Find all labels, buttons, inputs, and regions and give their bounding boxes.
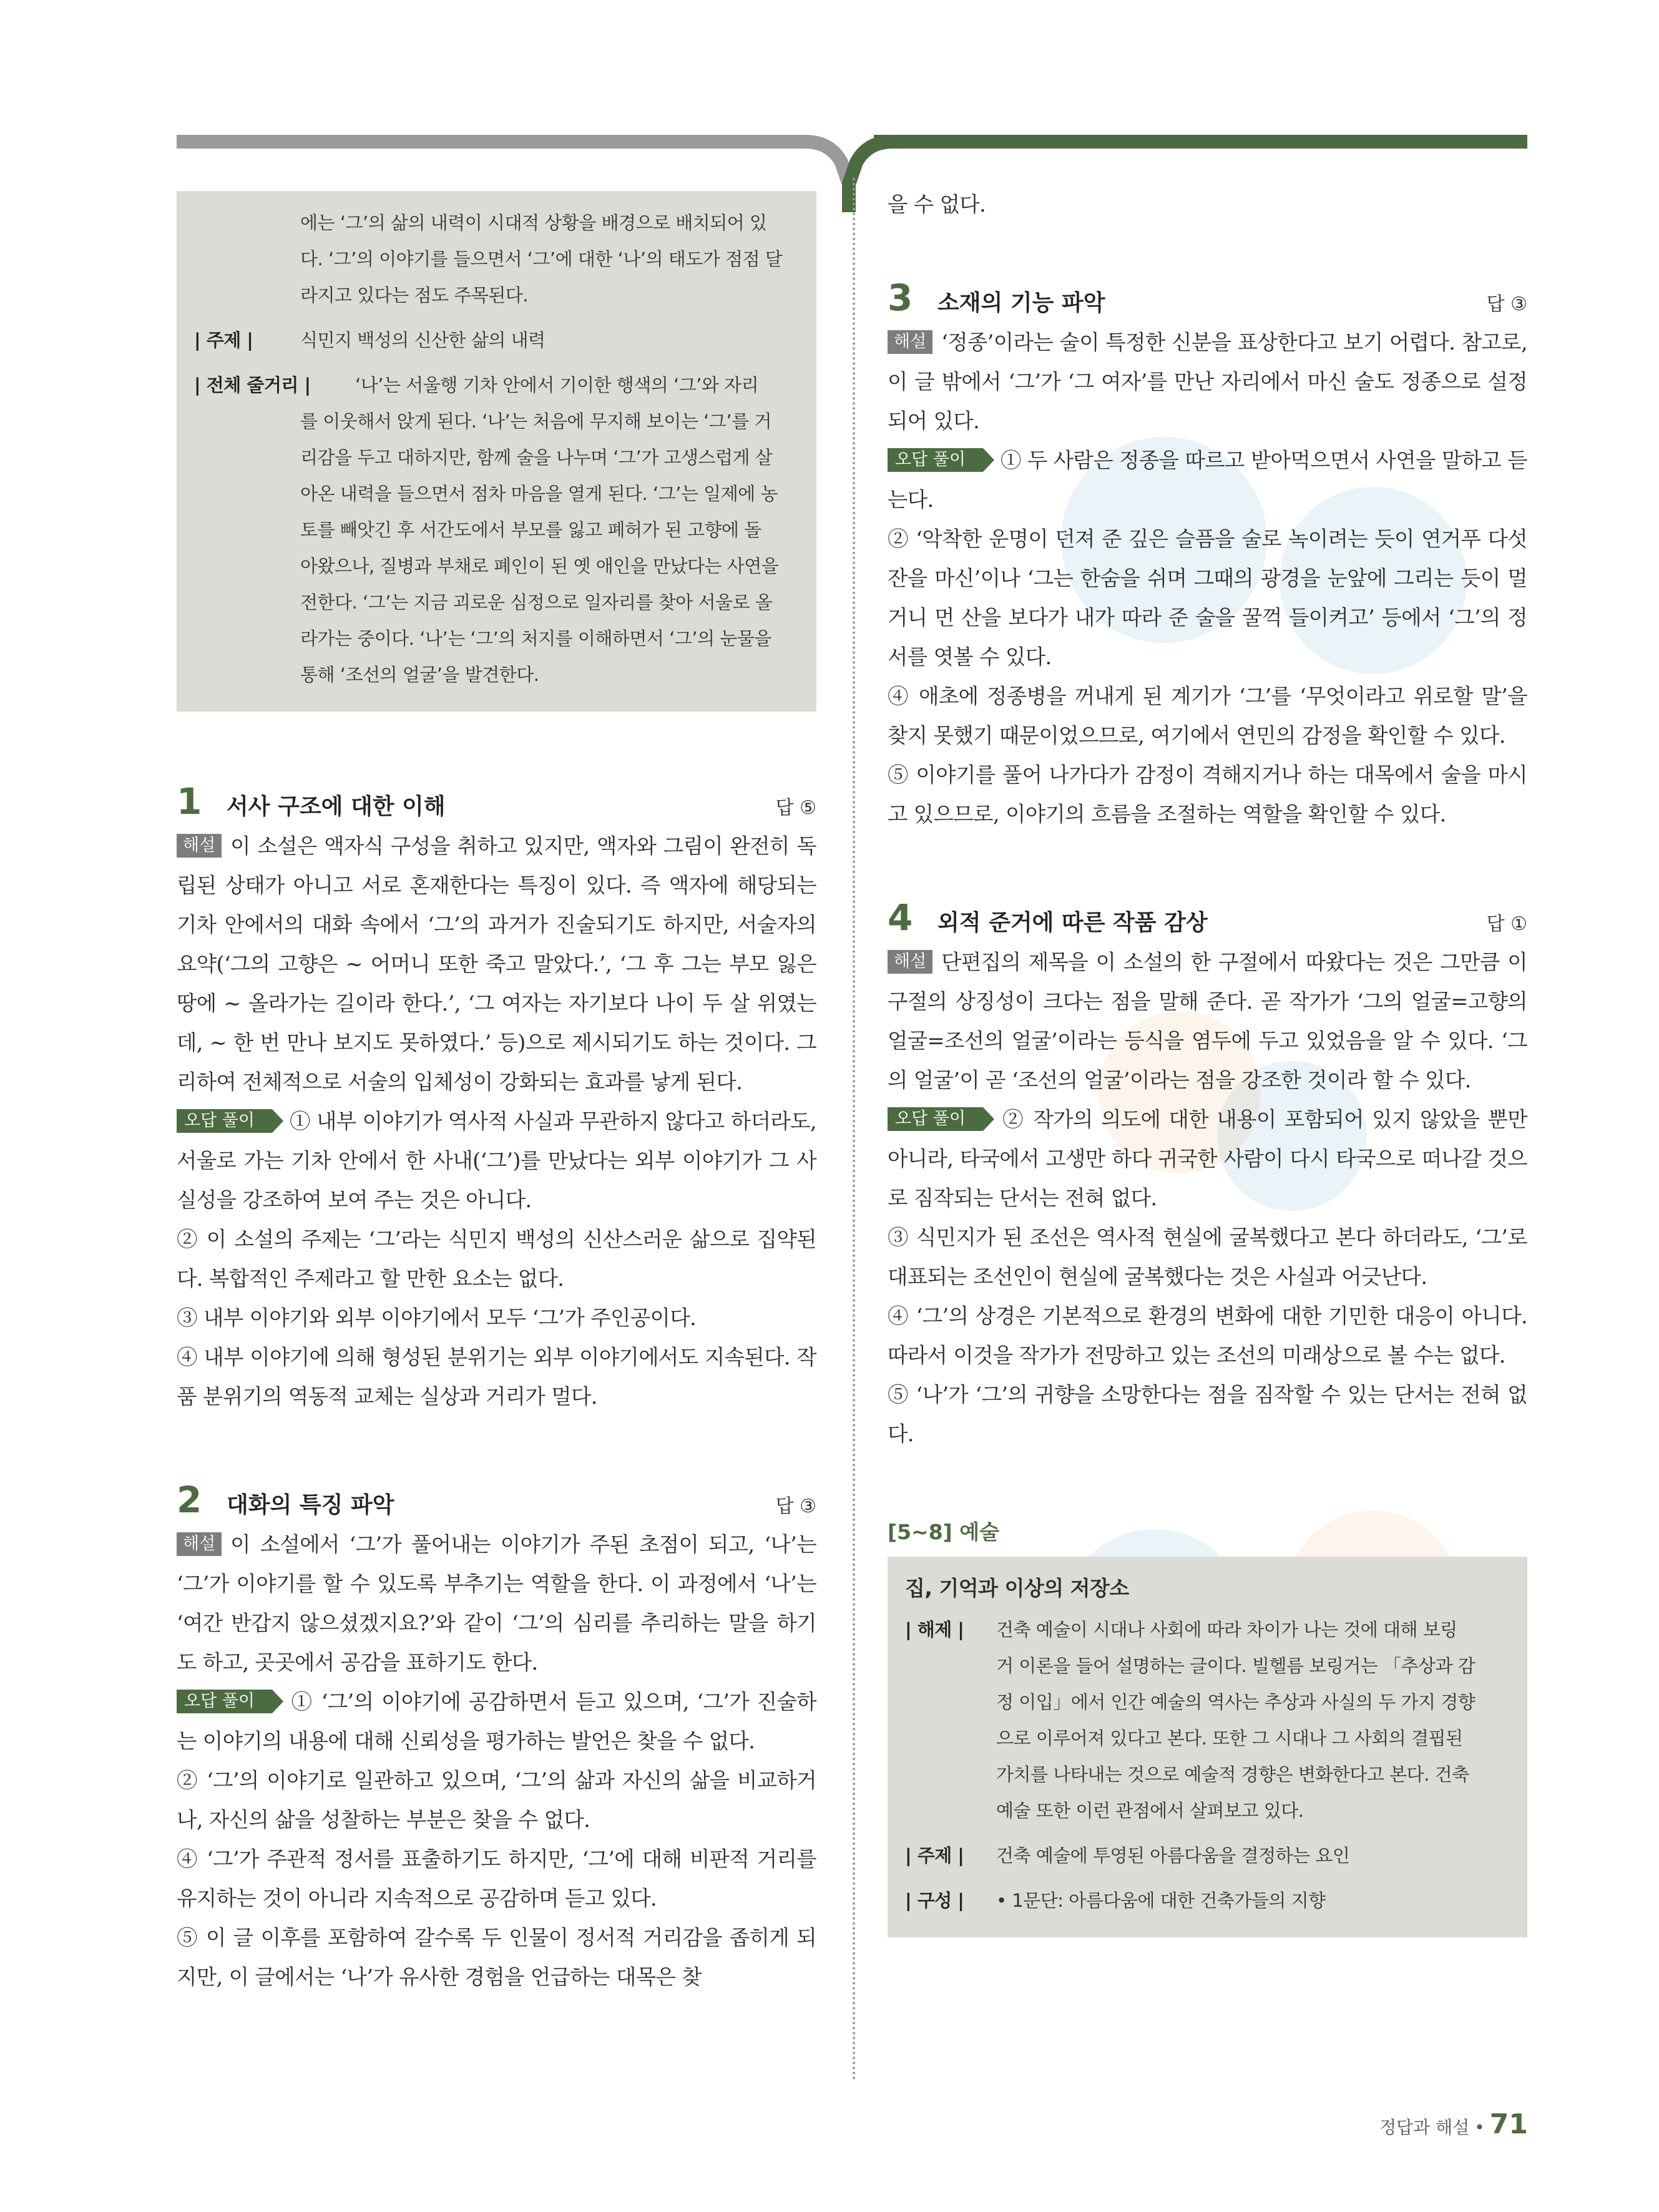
question-title: 서사 구조에 대한 이해	[227, 794, 446, 820]
wrong-answer-text: ① ‘그’의 이야기에 공감하면서 듣고 있으며, ‘그’가 진술하는 이야기의 내용에 대해 신뢰성을 평가하는 발언은 찾을 수 없다.	[177, 1690, 816, 1753]
question-title: 외적 준거에 따른 작품 감상	[937, 910, 1208, 936]
summary-intro-line: 라지고 있다는 점도 주목된다.	[300, 285, 529, 306]
wrong-answer-text: ⑤ 이 글 이후를 포함하여 갈수록 두 인물이 정서적 거리감을 좁히게 되지만, 이 글에서는 ‘나’가 유사한 경험을 언급하는 대목은 찾	[177, 1926, 816, 1989]
question-number: 2	[177, 1479, 202, 1521]
question-3	[888, 276, 1527, 834]
explanation-tag: 해설	[888, 330, 932, 354]
page-footer	[1379, 2108, 1528, 2140]
top-bar-junction	[805, 125, 893, 212]
theme-value: 식민지 백성의 신산한 삶의 내력	[300, 330, 546, 351]
summary-intro-line: 에는 ‘그’의 삶의 내력이 시대적 상황을 배경으로 배치되어 있	[300, 212, 767, 233]
continued-text: 을 수 없다.	[888, 192, 986, 217]
explanation-text: 이 소설은 액자식 구성을 취하고 있지만, 액자와 그림이 완전히 독립된 상태가 아니고 서로 혼재한다는 특징이 있다. 즉 액자에 해당되는 기차 안에서의 대화 속에서 ‘그’의 과거가 진술되기도 하지만, 서술자의 요약(‘그의 고향은 ~ 어머니 또한 죽고 말았다.’, ‘그 후 그는 부모 잃은 땅에 ~ 올라가는 길이라 한다.’, ‘그 여자는 자기보다 나이 두 살 위였는데, ~ 한 번 만나 보지도 못하였다.’ 등)으로 제시되기도 하는 것이다. 그리하여 전체적으로 서술의 입체성이 강화되는 효과를 낳게 된다.	[177, 834, 816, 1094]
commentary-first-line: 건축 예술이 시대나 사회에 따라 차이가 나는 것에 대해 보링	[996, 1619, 1457, 1640]
wrong-answer-tag: 오답 풀이	[177, 1109, 272, 1133]
commentary-label: | 해제 |	[905, 1619, 964, 1640]
wrong-answer-text: ③ 내부 이야기와 외부 이야기에서 모두 ‘그’가 주인공이다.	[177, 1306, 697, 1330]
wrong-answer-text: ⑤ 이야기를 풀어 나가다가 감정이 격해지거나 하는 대목에서 술을 마시고 있으므로, 이야기의 흐름을 조절하는 역할을 확인할 수 있다.	[888, 763, 1527, 826]
answer-badge: 답 ③	[775, 1495, 816, 1517]
plot-line: 아왔으나, 질병과 부채로 폐인이 된 옛 애인을 만났다는 사연을	[300, 555, 779, 577]
question-4	[888, 896, 1527, 1454]
summary-intro-line: 다. ‘그’의 이야기를 들으면서 ‘그’에 대한 ‘나’의 태도가 점점 달	[300, 248, 783, 270]
section-5-8	[888, 1516, 1527, 1937]
wrong-answer-text: ② 이 소설의 주제는 ‘그’라는 식민지 백성의 신산스러운 삶으로 집약된다. 복합적인 주제라고 할 만한 요소는 없다.	[177, 1227, 816, 1291]
plot-line: 토를 빼앗긴 후 서간도에서 부모를 잃고 폐허가 된 고향에 돌	[300, 519, 761, 541]
question-2	[177, 1479, 816, 1997]
left-column	[177, 191, 816, 1997]
plot-first-line: ‘나’는 서울행 기차 안에서 기이한 행색의 ‘그’와 자리	[355, 374, 759, 396]
question-1	[177, 780, 816, 1416]
theme-label: | 주제 |	[905, 1845, 964, 1866]
wrong-answer-text: ② ‘악착한 운명이 던져 준 깊은 슬픔을 술로 녹이려는 듯이 연거푸 다섯 잔을 마신’이나 ‘그는 한숨을 쉬며 그때의 광경을 눈앞에 그리는 듯이 멀거니 먼 산을 보다가 내가 따라 준 술을 꿀꺽 들이켜고’ 등에서 ‘그’의 정서를 엿볼 수 있다.	[888, 527, 1527, 669]
wrong-answer-tag: 오답 풀이	[888, 448, 983, 472]
answer-badge: 답 ①	[1486, 913, 1527, 935]
question-number: 3	[888, 276, 913, 319]
explanation-text: 단편집의 제목을 이 소설의 한 구절에서 따왔다는 것은 그만큼 이 구절의 상징성이 크다는 점을 말해 준다. 곧 작가가 ‘그의 얼굴=고향의 얼굴=조선의 얼굴’이라는 등식을 염두에 두고 있었음을 알 수 있다. ‘그의 얼굴’이 곧 ‘조선의 얼굴’이라는 점을 강조한 것이라 할 수 있다.	[888, 950, 1527, 1092]
commentary-line: 거 이론을 들어 설명하는 글이다. 빌헬름 보링거는 「추상과 감	[996, 1655, 1475, 1676]
commentary-line: 예술 또한 이런 관점에서 살펴보고 있다.	[996, 1800, 1304, 1821]
theme-label: | 주제 |	[194, 330, 253, 351]
plot-line: 를 이웃해서 앉게 된다. ‘나’는 처음에 무지해 보이는 ‘그’를 거	[300, 411, 771, 432]
explanation-tag: 해설	[888, 950, 932, 974]
answer-badge: 답 ⑤	[775, 797, 816, 819]
wrong-answer-tag: 오답 풀이	[888, 1107, 983, 1131]
summary-box	[177, 191, 816, 712]
question-number: 1	[177, 780, 202, 823]
section-heading	[888, 1516, 1527, 1545]
commentary-line: 정 이입」에서 인간 예술의 역사는 추상과 사실의 두 가지 경향	[996, 1691, 1475, 1713]
theme-value: 건축 예술에 투영된 아름다움을 결정하는 요인	[996, 1845, 1350, 1866]
wrong-answer-text: ① 두 사람은 정종을 따르고 받아먹으면서 사연을 말하고 듣는다.	[888, 448, 1527, 512]
page-number: 71	[1489, 2108, 1528, 2140]
column-divider	[853, 178, 855, 2082]
wrong-answer-text: ② 작가의 의도에 대한 내용이 포함되어 있지 않았을 뿐만 아니라, 타국에서 고생만 하다 귀국한 사람이 다시 타국으로 떠나갈 것으로 짐작되는 단서는 전혀 없다.	[888, 1107, 1527, 1210]
question-title: 대화의 특징 파악	[227, 1492, 394, 1518]
question-number: 4	[888, 896, 913, 939]
top-bar-gray	[177, 135, 807, 149]
section-range: [5~8]	[888, 1520, 952, 1544]
commentary-line: 으로 이루어져 있다고 본다. 또한 그 시대나 그 사회의 결핍된	[996, 1728, 1463, 1749]
wrong-answer-text: ④ 애초에 정종병을 꺼내게 된 계기가 ‘그’를 ‘무엇이라고 위로할 말’을 찾지 못했기 때문이었으므로, 여기에서 연민의 감정을 확인할 수 있다.	[888, 684, 1527, 748]
wrong-answer-text: ④ ‘그’의 상경은 기본적으로 환경의 변화에 대한 기민한 대응이 아니다. 따라서 이것을 작가가 전망하고 있는 조선의 미래상으로 볼 수는 없다.	[888, 1304, 1527, 1368]
wrong-answer-text: ⑤ ‘나’가 ‘그’의 귀향을 소망한다는 점을 짐작할 수 있는 단서는 전혀 없다.	[888, 1382, 1527, 1446]
wrong-answer-text: ① 내부 이야기가 역사적 사실과 무관하지 않다고 하더라도, 서울로 가는 기차 안에서 한 사내(‘그’)를 만났다는 외부 이야기가 그 사실성을 강조하여 보여 주는 것은 아니다.	[177, 1109, 816, 1212]
question-title: 소재의 기능 파악	[937, 290, 1105, 316]
right-column	[888, 185, 1527, 1937]
wrong-answer-tag: 오답 풀이	[177, 1690, 272, 1713]
passage-title: 집, 기억과 이상의 저장소	[905, 1576, 1129, 1600]
plot-line: 전한다. ‘그’는 지금 괴로운 심정으로 일자리를 찾아 서울로 올	[300, 592, 773, 613]
wrong-answer-text: ④ ‘그’가 주관적 정서를 표출하기도 하지만, ‘그’에 대해 비판적 거리를 유지하는 것이 아니라 지속적으로 공감하며 듣고 있다.	[177, 1847, 816, 1911]
footer-label: 정답과 해설	[1379, 2117, 1470, 2138]
bullet-icon: •	[1474, 2117, 1485, 2138]
commentary-line: 가치를 나타내는 것으로 예술적 경향은 변화한다고 본다. 건축	[996, 1764, 1469, 1785]
structure-value: • 1문단: 아름다움에 대한 건축가들의 지향	[996, 1890, 1326, 1911]
wrong-answer-text: ④ 내부 이야기에 의해 형성된 분위기는 외부 이야기에서도 지속된다. 작품 분위기의 역동적 교체는 실상과 거리가 멀다.	[177, 1345, 816, 1409]
plot-line: 리감을 두고 대하지만, 함께 술을 나누며 ‘그’가 고생스럽게 살	[300, 447, 773, 468]
structure-label: | 구성 |	[905, 1890, 964, 1911]
section-subject: 예술	[959, 1520, 1000, 1544]
explanation-text: ‘정종’이라는 술이 특정한 신분을 표상한다고 보기 어렵다. 참고로, 이 글 밖에서 ‘그’가 ‘그 여자’를 만난 자리에서 마신 술도 정종으로 설정되어 있다.	[888, 330, 1527, 433]
plot-line: 통해 ‘조선의 얼굴’을 발견한다.	[300, 664, 539, 685]
explanation-tag: 해설	[177, 1532, 222, 1556]
plot-line: 라가는 중이다. ‘나’는 ‘그’의 처지를 이해하면서 ‘그’의 눈물을	[300, 628, 771, 649]
explanation-text: 이 소설에서 ‘그’가 풀어내는 이야기가 주된 초점이 되고, ‘나’는 ‘그’가 이야기를 할 수 있도록 부추기는 역할을 한다. 이 과정에서 ‘나’는 ‘여간 반갑지 않으셨겠지요?’와 같이 ‘그’의 심리를 추리하는 말을 하기도 하고, 곳곳에서 공감을 표하기도 한다.	[177, 1532, 816, 1675]
answer-badge: 답 ③	[1486, 293, 1527, 315]
top-bar-green	[874, 135, 1527, 149]
passage-summary-box	[888, 1557, 1527, 1937]
wrong-answer-text: ② ‘그’의 이야기로 일관하고 있으며, ‘그’의 삶과 자신의 삶을 비교하거나, 자신의 삶을 성찰하는 부분은 찾을 수 없다.	[177, 1768, 816, 1832]
plot-line: 아온 내력을 들으면서 점차 마음을 열게 된다. ‘그’는 일제에 농	[300, 483, 778, 504]
plot-label: | 전체 줄거리 |	[194, 374, 311, 396]
wrong-answer-text: ③ 식민지가 된 조선은 역사적 현실에 굴복했다고 본다 하더라도, ‘그’로 대표되는 조선인이 현실에 굴복했다는 것은 사실과 어긋난다.	[888, 1225, 1527, 1289]
explanation-tag: 해설	[177, 834, 222, 858]
